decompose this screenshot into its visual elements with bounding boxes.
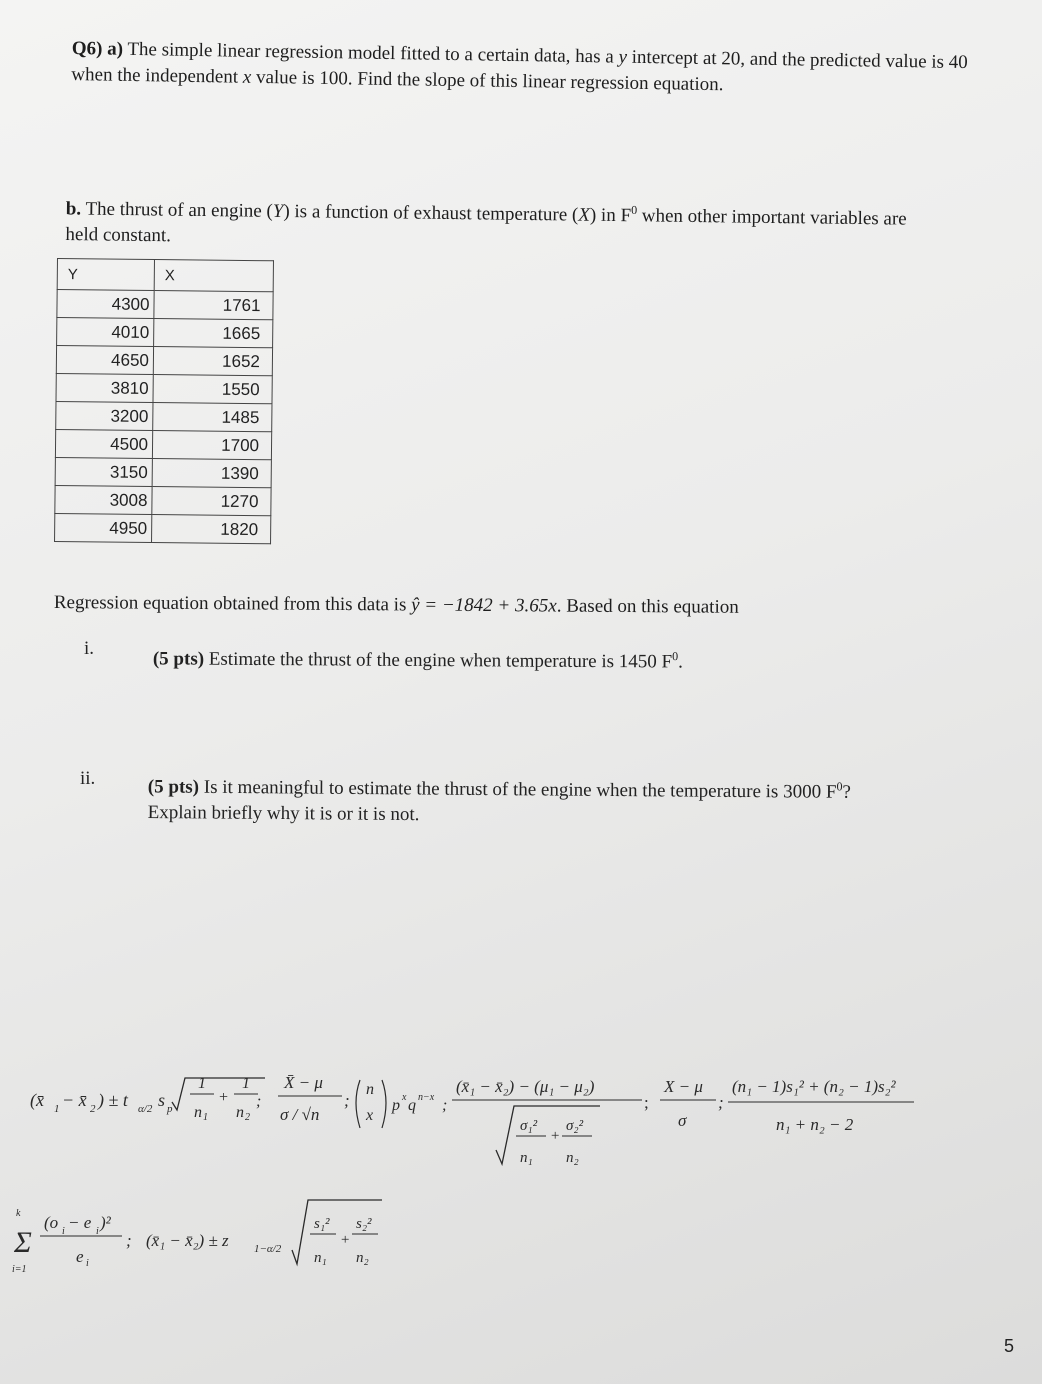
svg-text:;: ; [256,1093,262,1110]
svg-text:(x̄₁ − x̄₂) − (μ₁ − μ₂): (x̄₁ − x̄₂) − (μ₁ − μ₂) [456,1077,595,1096]
table-header-row [57,259,273,292]
svg-text:1−α/2: 1−α/2 [254,1243,282,1255]
table-row: 4950 1820 [55,513,271,543]
svg-text:1: 1 [54,1103,60,1115]
svg-text:i: i [96,1226,99,1237]
svg-text:;: ; [644,1093,649,1112]
svg-text:n−x: n−x [418,1092,435,1103]
svg-text:n: n [366,1081,374,1098]
svg-text:) ± t: ) ± t [98,1090,128,1110]
svg-text:q: q [408,1097,416,1114]
svg-text:+: + [340,1232,351,1248]
item-ii-text: (5 pts) Is it meaningful to estimate the thrust of the engine when the temperature is 3000 $F^0$? Explain briefly why it is or it is not. [147,776,851,826]
question-label: Q6) a) [71,37,124,60]
svg-text:(n₁ − 1)s₁² + (n₂ − 1)s₂²: (n₁ − 1)s₁² + (n₂ − 1)s₂² [732,1077,896,1096]
svg-text:p: p [167,1103,173,1115]
svg-text:)²: )² [100,1213,111,1232]
svg-text:i: i [86,1258,89,1269]
svg-text:p: p [392,1097,400,1114]
svg-text:s₁²: s₁² [314,1216,330,1232]
svg-text:− e: − e [68,1213,92,1232]
question-b-label: b. [65,198,82,220]
svg-text:;: ; [126,1231,132,1250]
table-row: 4010 1665 [57,318,273,348]
formula-sheet [0,1050,1042,1290]
table-row: 4300 1761 [57,290,273,320]
svg-text:(x̄: (x̄ [30,1090,44,1110]
svg-text:;: ; [442,1097,448,1114]
svg-text:σ₂²: σ₂² [566,1118,584,1134]
svg-text:i=1: i=1 [12,1264,27,1275]
svg-text:1: 1 [198,1075,206,1092]
svg-text:(o: (o [44,1213,59,1232]
svg-text:Σ: Σ [14,1226,32,1259]
header-y: Y [57,259,154,291]
svg-text:n: n [194,1104,202,1121]
regression-equation: ŷ = −1842 + 3.65x [411,594,557,617]
svg-text:X − μ: X − μ [664,1077,703,1096]
svg-text:σ₁²: σ₁² [520,1118,538,1134]
svg-text:n₂: n₂ [356,1250,369,1266]
svg-text:σ: σ [678,1111,687,1130]
item-ii-number: ii. [80,768,96,789]
table-row: 3200 1485 [56,401,272,431]
question-b: b. The thrust of an engine (Y) is a function of exhaust temperature (X) in $F^0$ when other important variables are held constant. [65,198,907,247]
table-row: 4650 1652 [56,346,272,376]
svg-text:n₁: n₁ [520,1150,533,1166]
table-row: 3008 1270 [55,485,271,515]
svg-text:k: k [16,1208,21,1219]
table-row: 4500 1700 [55,429,271,459]
question-a: Q6) a) The simple linear regression model fitted to a certain data, has a y intercept at 20, and the predicted value is 40 when the independent x value is 100. Find the slope of this linear regression equation. [71,37,968,96]
svg-text:x: x [402,1092,407,1103]
svg-text:X̄ − μ: X̄ − μ [284,1073,323,1092]
svg-text:x: x [366,1107,374,1124]
svg-text:+: + [218,1089,229,1106]
item-i-number: i. [84,638,95,659]
svg-text:(x̄₁ − x̄₂) ± z: (x̄₁ − x̄₂) ± z [146,1231,229,1250]
svg-text:2: 2 [245,1112,250,1123]
svg-text:+: + [550,1128,561,1144]
header-x: X [154,260,273,292]
svg-text:e: e [76,1247,84,1266]
svg-text:2: 2 [90,1103,96,1115]
regression-statement: Regression equation obtained from this data is ŷ = −1842 + 3.65x. Based on this equation [53,591,739,618]
svg-text:;: ; [718,1093,724,1112]
svg-text:1: 1 [242,1075,250,1092]
svg-text:i: i [62,1226,65,1237]
svg-text:1: 1 [203,1112,208,1123]
item-i-text: (5 pts) Estimate the thrust of the engine when temperature is 1450 $F^0$. [152,648,683,673]
svg-text:s₂²: s₂² [356,1216,372,1232]
svg-text:;: ; [344,1091,350,1110]
svg-text:n₁: n₁ [314,1250,327,1266]
svg-text:− x̄: − x̄ [62,1090,87,1110]
svg-text:σ / √n: σ / √n [280,1105,320,1124]
table-row: 3150 1390 [55,457,271,487]
svg-text:s: s [158,1090,166,1110]
svg-text:n₂: n₂ [566,1150,579,1166]
svg-text:n: n [236,1104,244,1121]
svg-text:n₁ + n₂ − 2: n₁ + n₂ − 2 [776,1115,854,1134]
data-table [54,258,274,544]
page-number: 5 [1004,1336,1015,1356]
table-row: 3810 1550 [56,373,272,403]
svg-text:α/2: α/2 [138,1103,153,1115]
